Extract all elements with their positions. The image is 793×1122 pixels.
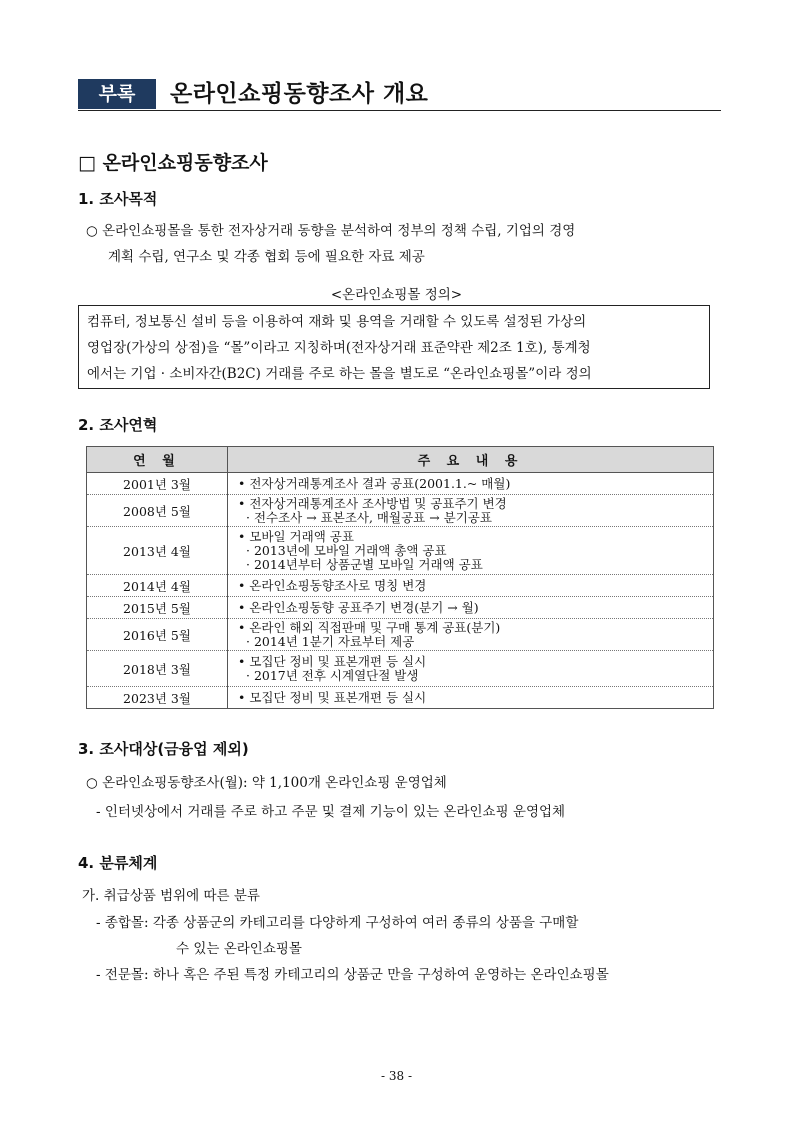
content-cell bbox=[228, 597, 714, 619]
content-item: • 온라인쇼핑동향 공표주기 변경(분기 → 월) bbox=[238, 599, 479, 615]
purpose-heading: 1. 조사목적 bbox=[78, 190, 158, 208]
year-cell: 2018년 3월 bbox=[87, 651, 228, 687]
classification-line-2: - 종합몰: 각종 상품군의 카테고리를 다양하게 구성하여 여러 종류의 상품을 구매할 bbox=[96, 915, 579, 931]
content-item: • 모바일 거래액 공표 bbox=[238, 528, 354, 544]
content-subitem: · 2014년 1분기 자료부터 제공 bbox=[246, 633, 415, 649]
content-item: • 전자상거래통계조사 결과 공표(2001.1.~ 매월) bbox=[238, 475, 511, 491]
year-cell: 2014년 4월 bbox=[87, 575, 228, 597]
year-cell: 2015년 5월 bbox=[87, 597, 228, 619]
page-number: - 38 - bbox=[380, 1069, 412, 1083]
page-title-bar bbox=[78, 79, 721, 111]
content-subitem: · 2014년부터 상품군별 모바일 거래액 공표 bbox=[246, 556, 483, 572]
content-item: • 전자상거래통계조사 조사방법 및 공표주기 변경 bbox=[238, 495, 507, 511]
definition-line: 영업장(가상의 상점)을 “몰”이라고 지칭하며(전자상거래 표준약관 제2조 1호), 통계청 bbox=[87, 340, 591, 356]
history-heading: 2. 조사연혁 bbox=[78, 416, 158, 434]
classification-line-4: - 전문몰: 하나 혹은 주된 특정 카테고리의 상품군 만을 구성하여 운영하는 온라인쇼핑몰 bbox=[96, 967, 609, 983]
definition-line: 컴퓨터, 정보통신 설비 등을 이용하여 재화 및 용역을 거래할 수 있도록 설정된 가상의 bbox=[87, 314, 587, 330]
table-row bbox=[87, 495, 714, 527]
definition-box bbox=[78, 305, 710, 389]
table-row bbox=[87, 619, 714, 651]
content-subitem: · 전수조사 → 표본조사, 매월공표 → 분기공표 bbox=[246, 509, 492, 525]
content-item: • 모집단 정비 및 표본개편 등 실시 bbox=[238, 689, 427, 705]
year-cell: 2013년 4월 bbox=[87, 527, 228, 575]
target-line-2: - 인터넷상에서 거래를 주로 하고 주문 및 결제 기능이 있는 온라인쇼핑 운영업체 bbox=[96, 804, 566, 820]
content-item: • 온라인쇼핑동향조사로 명칭 변경 bbox=[238, 577, 427, 593]
content-cell bbox=[228, 575, 714, 597]
history-table bbox=[86, 446, 714, 709]
content-subitem: · 2013년에 모바일 거래액 총액 공표 bbox=[246, 542, 447, 558]
content-cell bbox=[228, 619, 714, 651]
table-row bbox=[87, 575, 714, 597]
content-cell bbox=[228, 651, 714, 687]
table-row bbox=[87, 527, 714, 575]
appendix-tag: 부록 bbox=[78, 79, 156, 109]
year-cell: 2023년 3월 bbox=[87, 687, 228, 709]
classification-line-1: 가. 취급상품 범위에 따른 분류 bbox=[82, 888, 260, 904]
year-cell: 2016년 5월 bbox=[87, 619, 228, 651]
content-item: • 온라인 해외 직접판매 및 구매 통계 공표(분기) bbox=[238, 619, 501, 635]
section-title: □ 온라인쇼핑동향조사 bbox=[78, 152, 268, 174]
table-row bbox=[87, 597, 714, 619]
content-cell bbox=[228, 527, 714, 575]
year-cell: 2008년 5월 bbox=[87, 495, 228, 527]
col-content-header: 주 요 내 용 bbox=[228, 447, 714, 473]
classification-line-3: 수 있는 온라인쇼핑몰 bbox=[176, 941, 302, 957]
content-cell bbox=[228, 473, 714, 495]
purpose-line-2: 계획 수립, 연구소 및 각종 협회 등에 필요한 자료 제공 bbox=[108, 249, 425, 265]
content-subitem: · 2017년 전후 시계열단절 발생 bbox=[246, 667, 419, 683]
page-title: 온라인쇼핑동향조사 개요 bbox=[170, 81, 429, 107]
content-cell bbox=[228, 687, 714, 709]
content-item: • 모집단 정비 및 표본개편 등 실시 bbox=[238, 653, 427, 669]
target-heading: 3. 조사대상(금융업 제외) bbox=[78, 740, 249, 758]
definition-line: 에서는 기업 · 소비자간(B2C) 거래를 주로 하는 몰을 별도로 “온라인쇼핑몰”이라 정의 bbox=[87, 366, 592, 382]
table-row bbox=[87, 651, 714, 687]
definition-title: <온라인쇼핑몰 정의> bbox=[330, 287, 463, 303]
purpose-line-1: ○ 온라인쇼핑몰을 통한 전자상거래 동향을 분석하여 정부의 정책 수립, 기업의 경영 bbox=[86, 223, 576, 239]
target-line-1: ○ 온라인쇼핑동향조사(월): 약 1,100개 온라인쇼핑 운영업체 bbox=[86, 775, 447, 791]
table-row bbox=[87, 473, 714, 495]
classification-heading: 4. 분류체계 bbox=[78, 854, 158, 872]
year-cell: 2001년 3월 bbox=[87, 473, 228, 495]
content-cell bbox=[228, 495, 714, 527]
table-row bbox=[87, 687, 714, 709]
col-year-header: 연 월 bbox=[87, 447, 228, 473]
